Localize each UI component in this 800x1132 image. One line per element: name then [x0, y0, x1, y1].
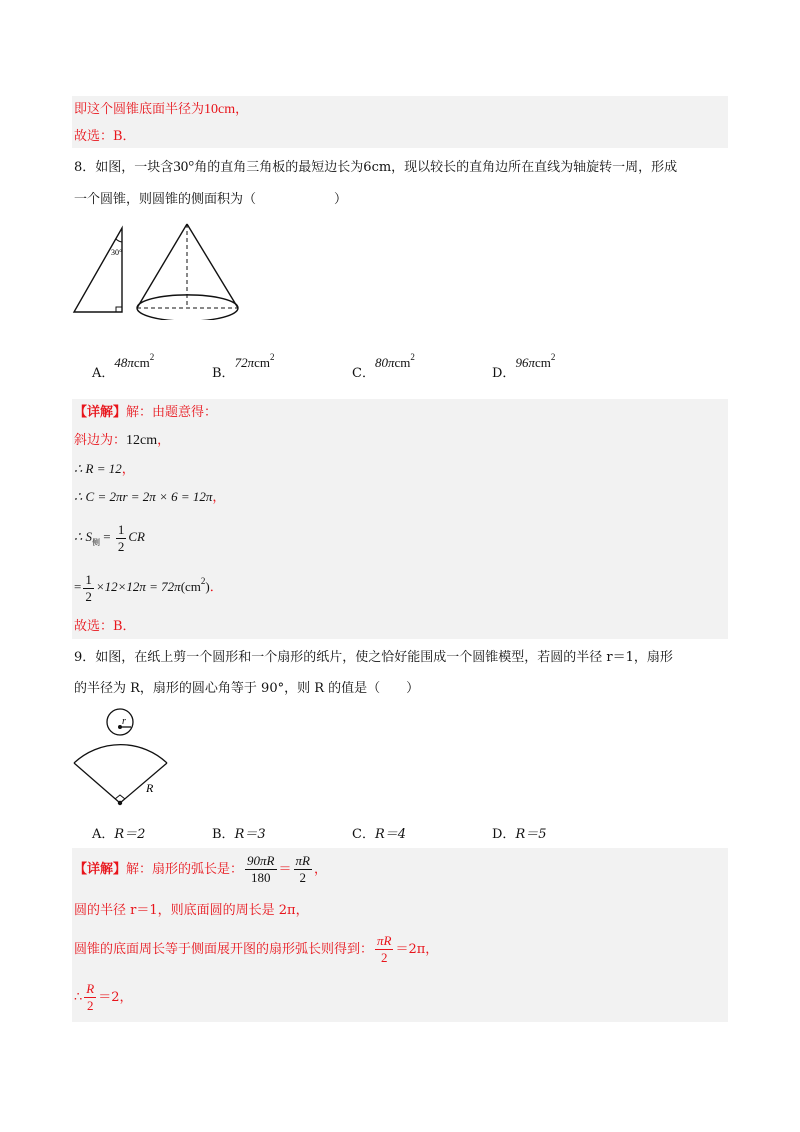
- fraction-r-over-2: $\frac{R}{2}$: [86, 981, 95, 1013]
- q8-solution-step1: ∴ R = 12，: [74, 461, 135, 476]
- q8-option-b[interactable]: B．72πcm$^2$: [212, 352, 275, 381]
- q8-solution-step4: = $\frac{1}{2}$ $\times 12\times 12\pi = 72\pi(cm^2)$．: [74, 571, 223, 604]
- q8-option-d[interactable]: D．96πcm$^2$: [492, 352, 556, 381]
- q9-option-c[interactable]: C．R＝4: [352, 827, 407, 842]
- prev-solution-line1: 即这个圆锥底面半径为10cm，: [74, 102, 249, 117]
- q8-stem-line1: 8．如图，一块含30°角的直角三角板的最短边长为6cm，现以较长的直角边所在直线为轴旋转一周，形成: [74, 159, 678, 175]
- circle-paper: [107, 709, 133, 735]
- fraction-pi-r-over-2: $\frac{\pi R}{2}$: [377, 933, 392, 965]
- q8-stem-line2: 一个圆锥，则圆锥的侧面积为（ ）: [74, 192, 348, 207]
- q9-figure-R-label: R: [146, 781, 154, 795]
- q9-option-d[interactable]: D．R＝5: [492, 827, 547, 842]
- q8-figure-angle-label: 30°: [111, 248, 123, 257]
- q8-solution-header: 【详解】解：由题意得：: [74, 405, 218, 420]
- q8-solution-step3: ∴ $S_侧$ = $\frac{1}{2}$ CR: [74, 521, 145, 554]
- fraction-arc-length: $\frac{90\pi R}{180}$: [247, 853, 275, 885]
- q9-stem-line2: 的半径为 R，扇形的圆心角等于 90°，则 R 的值是（ ）: [74, 681, 420, 696]
- q9-solution-line4: ∴ $\frac{R}{2}$ ＝2，: [74, 981, 133, 1013]
- cone: [137, 224, 238, 320]
- q8-angle: 30°: [173, 159, 195, 175]
- q9-number: 9．: [74, 650, 96, 665]
- fraction-one-half: $\frac{1}{2}$: [85, 571, 92, 604]
- q8-answer: 故选：B．: [74, 619, 136, 634]
- right-triangle: [74, 228, 122, 312]
- fraction-one-half: $\frac{1}{2}$: [117, 521, 125, 554]
- q9-option-b[interactable]: B．R＝3: [212, 827, 266, 842]
- q8-solution-hypotenuse: 斜边为：12cm，: [74, 433, 171, 448]
- sector-center-dot: [118, 801, 122, 805]
- q8-option-a[interactable]: A．48πcm$^2$: [92, 352, 155, 381]
- q9-option-a[interactable]: A．R＝2: [92, 827, 146, 842]
- q9-solution-line3: 圆锥的底面周长等于侧面展开图的扇形弧长则得到： $\frac{\pi R}{2}$ ＝2π，: [74, 933, 439, 965]
- q8-number: 8．: [74, 160, 96, 175]
- q9-solution-line1: 【详解】解：扇形的弧长是： $\frac{90\pi R}{180}$ ＝ $\frac{\pi R}{2}$ ，: [74, 853, 327, 885]
- prev-answer: 故选：B．: [74, 129, 136, 144]
- q8-figure: [70, 220, 250, 320]
- q9-stem-line1: 9．如图，在纸上剪一个圆形和一个扇形的纸片，使之恰好能围成一个圆锥模型，若圆的半径 r＝1，扇形: [74, 650, 673, 665]
- q9-solution-line2: 圆的半径 r＝1，则底面圆的周长是 2π，: [74, 903, 309, 918]
- fraction-pi-r-over-2: $\frac{\pi R}{2}$: [295, 853, 310, 885]
- q8-solution-step2: ∴ C = 2πr = 2π × 6 = 12π，: [74, 489, 226, 504]
- q9-figure: [70, 705, 180, 810]
- q8-option-c[interactable]: C．80πcm$^2$: [352, 352, 415, 381]
- q9-figure-r-label: r: [122, 716, 126, 727]
